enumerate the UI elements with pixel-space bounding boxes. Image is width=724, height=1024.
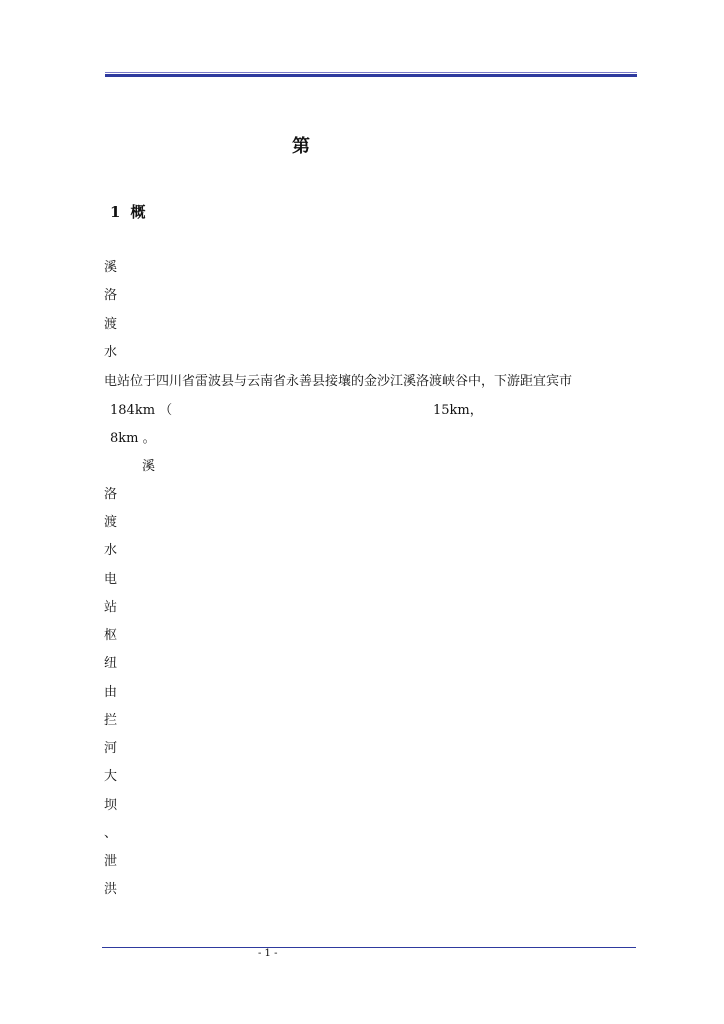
- paragraph-line: 电站位于四川省雷波县与云南省永善县接壤的金沙江溪洛渡峡谷中，下游距宜宾市: [104, 374, 573, 389]
- vertical-char: 泄: [104, 854, 118, 869]
- vertical-char: 大: [104, 769, 118, 784]
- vertical-char: 河: [104, 741, 118, 756]
- paragraph-line: 8km 。: [110, 431, 156, 446]
- vertical-char: 、: [104, 826, 118, 841]
- chapter-title: 第: [292, 136, 310, 157]
- vertical-char: 枢: [104, 628, 118, 643]
- vertical-char: 坝: [104, 798, 118, 813]
- paragraph-line: 184km （: [110, 403, 173, 418]
- vertical-char: 水: [104, 345, 118, 360]
- vertical-char: 洪: [104, 882, 118, 897]
- vertical-char: 拦: [104, 713, 118, 728]
- paragraph-line: 15km，: [433, 403, 483, 418]
- section-heading: [110, 201, 145, 222]
- vertical-char: 渡: [104, 317, 118, 332]
- vertical-char: 洛: [104, 288, 118, 303]
- vertical-char: 溪: [142, 459, 156, 474]
- vertical-char: 纽: [104, 656, 118, 671]
- vertical-char: 站: [104, 600, 118, 615]
- page-number: - 1 -: [258, 948, 278, 959]
- header-rule-thick: [105, 74, 637, 77]
- vertical-char: 电: [104, 572, 118, 587]
- section-number: 1: [110, 203, 121, 221]
- vertical-char: 水: [104, 543, 118, 558]
- footer-rule: [102, 947, 636, 948]
- vertical-char: 由: [104, 685, 118, 700]
- header-rule-thin: [105, 72, 637, 73]
- header-rule: [105, 72, 637, 78]
- vertical-char: 渡: [104, 515, 118, 530]
- section-title: 概: [130, 203, 146, 221]
- vertical-char: 溪: [104, 260, 118, 275]
- vertical-char: 洛: [104, 487, 118, 502]
